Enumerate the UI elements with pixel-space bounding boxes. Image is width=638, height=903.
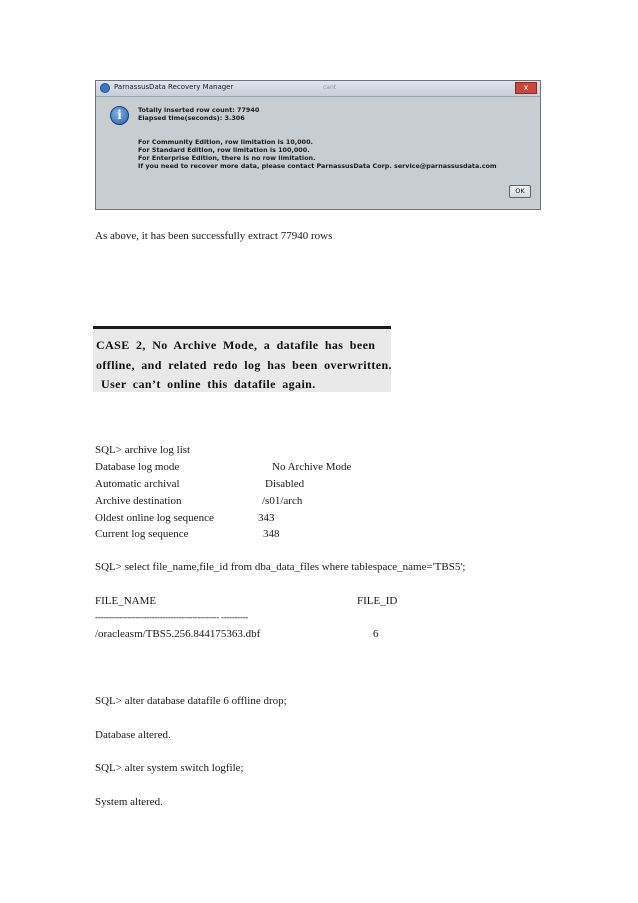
result-file-id: 6 bbox=[373, 628, 379, 640]
archive-row-label: Current log sequence bbox=[95, 528, 189, 540]
elapsed-time-line: Elapsed time(seconds): 3.306 bbox=[138, 114, 245, 122]
ok-button[interactable]: OK bbox=[509, 185, 531, 198]
dialog-title: ParnassusData Recovery Manager bbox=[114, 83, 234, 91]
offline-result: Database altered. bbox=[95, 729, 171, 741]
case-heading-line-2: offline, and related redo log has been overwritten. bbox=[96, 358, 392, 372]
select-command: SQL> select file_name,file_id from dba_data_files where tablespace_name='TBS5'; bbox=[95, 561, 466, 573]
case-heading-box bbox=[93, 326, 391, 392]
archive-row-label: Archive destination bbox=[95, 495, 182, 507]
archive-row-label: Automatic archival bbox=[95, 478, 180, 490]
result-separator: ---------------------------------------------- ---------- bbox=[95, 612, 248, 622]
archive-row-value: 343 bbox=[258, 512, 275, 524]
archive-log-command: SQL> archive log list bbox=[95, 444, 191, 456]
switch-result: System altered. bbox=[95, 796, 163, 808]
file-name-header: FILE_NAME bbox=[95, 595, 157, 607]
offline-command: SQL> alter database datafile 6 offline drop; bbox=[95, 695, 287, 707]
contact-line: If you need to recover more data, please contact ParnassusData Corp. service@parnassusdata.com bbox=[138, 162, 497, 170]
archive-row-value: Disabled bbox=[265, 478, 305, 490]
case-heading-line-3: User can’t online this datafile again. bbox=[101, 377, 316, 391]
dialog-titlebar bbox=[96, 81, 540, 97]
archive-row-value: 348 bbox=[263, 528, 280, 540]
enterprise-edition-line: For Enterprise Edition, there is no row limitation. bbox=[138, 154, 316, 162]
case-heading-line-1: CASE 2, No Archive Mode, a datafile has been bbox=[96, 338, 376, 352]
community-edition-line: For Community Edition, row limitation is 10,000. bbox=[138, 138, 313, 146]
row-count-line: Totally inserted row count: 77940 bbox=[138, 106, 260, 114]
archive-row-label: Database log mode bbox=[95, 461, 180, 473]
switch-command: SQL> alter system switch logfile; bbox=[95, 762, 244, 774]
dialog-ghost-text: cant bbox=[323, 84, 337, 91]
close-icon[interactable]: x bbox=[515, 82, 537, 94]
info-icon: i bbox=[110, 106, 129, 125]
archive-row-value: No Archive Mode bbox=[272, 461, 352, 473]
recovery-manager-dialog-screenshot bbox=[95, 80, 541, 210]
archive-row-value: /s01/arch bbox=[262, 495, 303, 507]
standard-edition-line: For Standard Edition, row limitation is 100,000. bbox=[138, 146, 310, 154]
extract-caption: As above, it has been successfully extract 77940 rows bbox=[95, 230, 333, 242]
file-id-header: FILE_ID bbox=[357, 595, 398, 607]
app-logo-icon bbox=[100, 83, 110, 93]
result-file-name: /oracleasm/TBS5.256.844175363.dbf bbox=[95, 628, 261, 640]
archive-row-label: Oldest online log sequence bbox=[95, 512, 214, 524]
